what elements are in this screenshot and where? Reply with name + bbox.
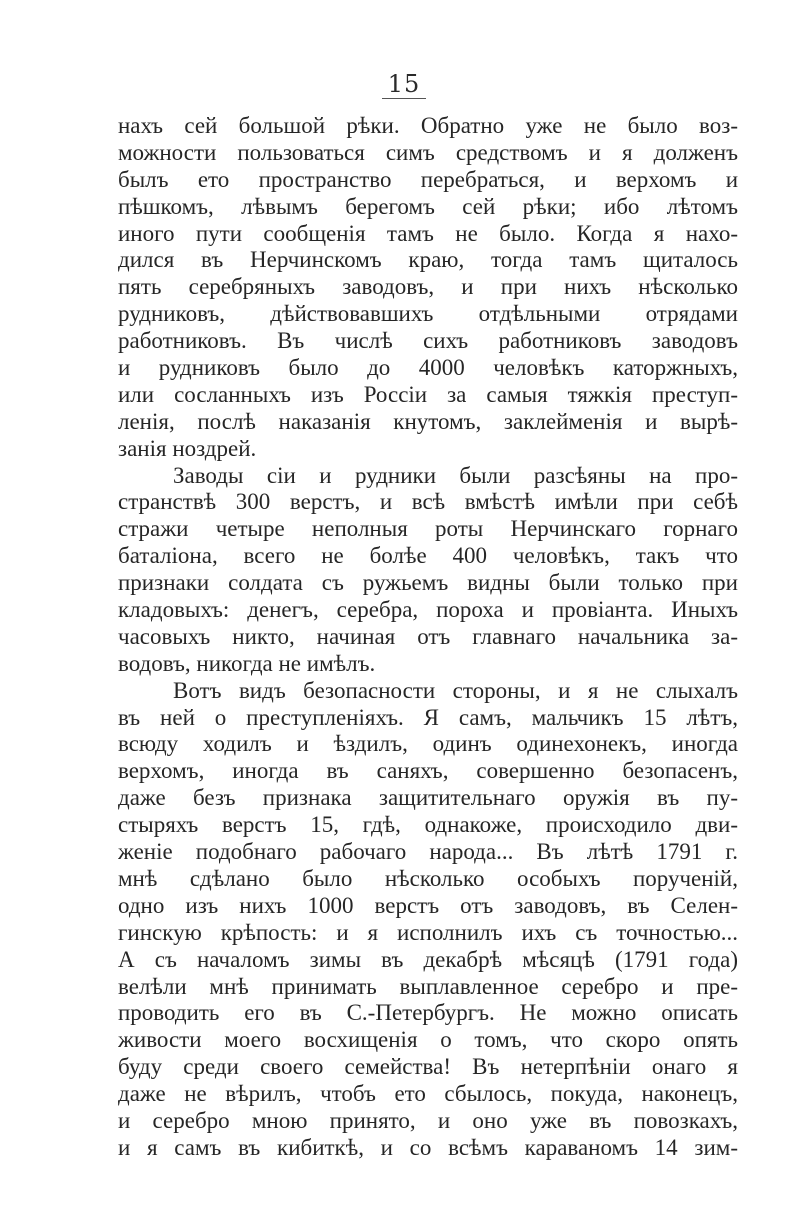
- text-line: женіе подобнаго рабочаго народа... Въ лѣтѣ 1791 г.: [118, 839, 738, 865]
- text-line: занія ноздрей.: [118, 435, 257, 461]
- text-line: одно изъ нихъ 1000 верстъ отъ заводовъ, въ Селен-: [118, 892, 738, 918]
- text-line: баталіона, всего не болѣе 400 человѣкъ, такъ что: [118, 543, 738, 569]
- text-line: былъ ето пространство перебраться, и верхомъ и: [118, 166, 738, 192]
- body-text: [118, 113, 738, 1162]
- text-line: мнѣ сдѣлано было нѣсколько особыхъ порученій,: [118, 865, 738, 891]
- text-line: буду среди своего семейства! Въ нетерпѣніи онаго я: [118, 1054, 738, 1080]
- text-line: стыряхъ верстъ 15, гдѣ, однакоже, происходило дви-: [118, 812, 738, 838]
- text-line: иного пути сообщенія тамъ не было. Когда я нахо-: [118, 220, 738, 246]
- text-line: или сосланныхъ изъ Россіи за самыя тяжкія преступ-: [118, 381, 738, 407]
- text-line: признаки солдата съ ружьемъ видны были только при: [118, 570, 738, 596]
- text-line: въ ней о преступленіяхъ. Я самъ, мальчикъ 15 лѣтъ,: [118, 704, 738, 730]
- paragraph-1: [118, 113, 738, 463]
- text-line: работниковъ. Въ числѣ сихъ работниковъ заводовъ: [118, 328, 738, 354]
- text-line: дился въ Нерчинскомъ краю, тогда тамъ щиталось: [118, 247, 738, 273]
- text-line: даже не вѣрилъ, чтобъ ето сбылось, покуда, наконецъ,: [118, 1081, 738, 1107]
- text-line: и я самъ въ кибиткѣ, и со всѣмъ караваномъ 14 зим-: [118, 1134, 738, 1160]
- text-line: проводить его въ С.-Петербургъ. Не можно описать: [118, 1000, 738, 1026]
- text-line: велѣли мнѣ принимать выплавленное серебро и пре-: [118, 973, 738, 999]
- text-line: пять серебряныхъ заводовъ, и при нихъ нѣсколько: [118, 274, 738, 300]
- text-line: странствѣ 300 верстъ, и всѣ вмѣстѣ имѣли при себѣ: [118, 489, 738, 515]
- text-line: нахъ сей большой рѣки. Обратно уже не было воз-: [118, 113, 738, 138]
- text-line: и серебро мною принято, и оно уже въ повозкахъ,: [118, 1107, 738, 1133]
- text-line: часовыхъ никто, начиная отъ главнаго начальника за-: [118, 623, 738, 649]
- text-line: кладовыхъ: денегъ, серебра, пороха и провіанта. Иныхъ: [118, 597, 738, 623]
- text-line: даже безъ признака защитительнаго оружія въ пу-: [118, 785, 738, 811]
- text-line: пѣшкомъ, лѣвымъ берегомъ сей рѣки; ибо лѣтомъ: [118, 193, 738, 219]
- text-line: А съ началомъ зимы въ декабрѣ мѣсяцѣ (1791 года): [118, 946, 738, 972]
- page-number-underline: [382, 98, 426, 99]
- text-line: рудниковъ, дѣйствовавшихъ отдѣльными отрядами: [118, 301, 738, 327]
- text-line: стражи четыре неполныя роты Нерчинскаго горнаго: [118, 516, 738, 542]
- text-line: водовъ, никогда не имѣлъ.: [118, 650, 376, 676]
- text-line: верхомъ, иногда въ саняхъ, совершенно безопасенъ,: [118, 758, 738, 784]
- text-line: гинскую крѣпость: и я исполнилъ ихъ съ точностью...: [118, 919, 738, 945]
- text-line: ленія, послѣ наказанія кнутомъ, заклейменія и вырѣ-: [118, 408, 738, 434]
- text-line: и рудниковъ было до 4000 человѣкъ каторжныхъ,: [118, 355, 738, 381]
- text-line: Заводы сіи и рудники были разсѣяны на про-: [173, 462, 738, 488]
- text-line: можности пользоваться симъ средствомъ и я долженъ: [118, 139, 738, 165]
- page-number: 15: [387, 70, 421, 98]
- text-line: всюду ходилъ и ѣздилъ, одинъ одинехонекъ, иногда: [118, 731, 738, 757]
- paragraph-3: [118, 678, 738, 1162]
- text-line: живости моего восхищенія о томъ, что скоро опять: [118, 1027, 738, 1053]
- text-line: Вотъ видъ безопасности стороны, и я не слыхалъ: [173, 677, 738, 703]
- paragraph-2: [118, 463, 738, 678]
